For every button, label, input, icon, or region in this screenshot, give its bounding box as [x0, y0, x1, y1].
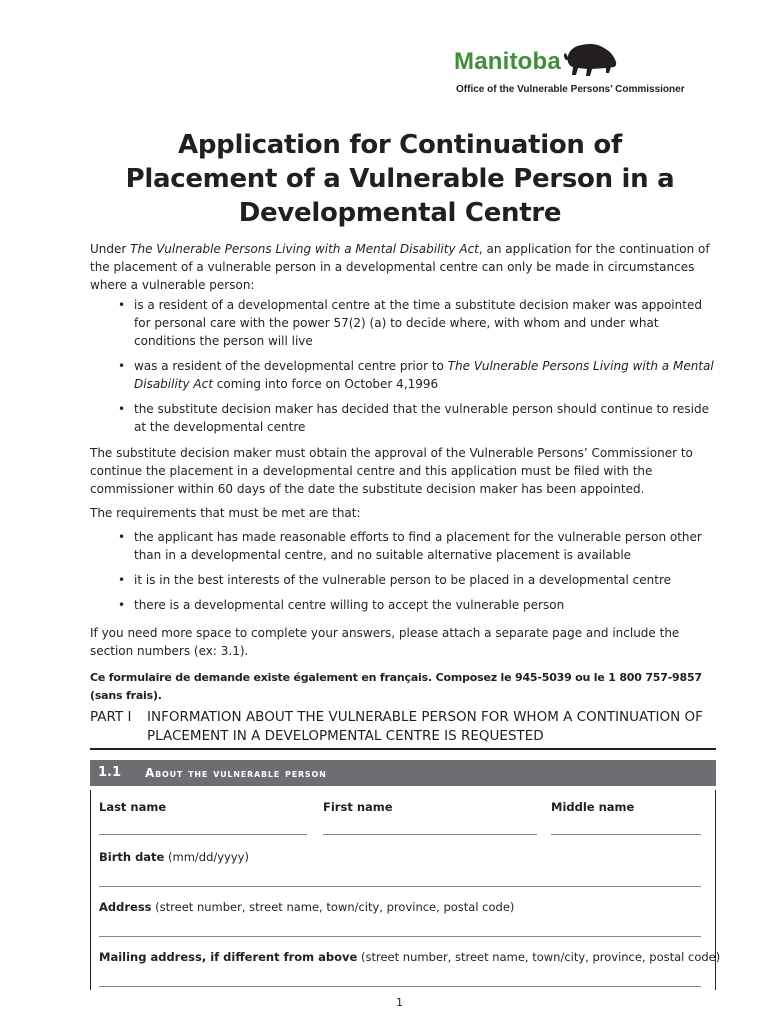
- space-note: If you need more space to complete your answers, please attach a separate page and include the section numbers (ex: 3.1).: [90, 626, 680, 658]
- birth-date-field[interactable]: [99, 886, 701, 887]
- address-label: Address (street number, street name, town/city, province, postal code): [99, 900, 515, 914]
- title-line-2: Placement of a Vulnerable Person in a: [125, 164, 675, 194]
- page-number: 1: [396, 996, 403, 1009]
- bison-icon: [562, 40, 620, 80]
- requirement-2: it is in the best interests of the vulnerable person to be placed in a developmental centre: [134, 573, 672, 587]
- middle-name-field[interactable]: [551, 834, 701, 835]
- last-name-field[interactable]: [99, 834, 307, 835]
- manitoba-logo: [452, 40, 622, 82]
- mailing-address-field[interactable]: [99, 986, 701, 987]
- logo-wordmark: Manitoba: [454, 48, 561, 75]
- first-name-field[interactable]: [323, 834, 537, 835]
- part-heading: [90, 708, 716, 746]
- circumstance-1: is a resident of a developmental centre at the time a substitute decision maker was appointed for personal care with the power 57(2) (a) to decide where, with whom and under what conditions the person will live: [134, 298, 702, 348]
- mailing-address-label: Mailing address, if different from above (street number, street name, town/city, province, postal code): [99, 950, 721, 964]
- address-field[interactable]: [99, 936, 701, 937]
- requirements-list: [90, 528, 720, 621]
- intro-act: The Vulnerable Persons Living with a Mental Disability Act: [130, 242, 479, 256]
- birth-date-label: Birth date (mm/dd/yyyy): [99, 850, 249, 864]
- intro-suffix: , an application for the continuation of the placement of a vulnerable person in a developmental centre can only be made in circumstances where a vulnerable person:: [90, 242, 710, 292]
- intro-paragraph: [90, 240, 720, 294]
- part-number: PART I: [90, 709, 132, 725]
- list-item: [90, 296, 720, 350]
- list-item: [90, 357, 720, 393]
- section-header: [90, 760, 716, 786]
- requirement-3: there is a developmental centre willing to accept the vulnerable person: [134, 598, 565, 612]
- requirements-intro: The requirements that must be met are that:: [90, 506, 361, 520]
- last-name-label: Last name: [99, 800, 167, 814]
- list-item: [90, 596, 720, 614]
- page-title: [60, 128, 740, 230]
- office-name: Office of the Vulnerable Persons’ Commissioner: [456, 84, 685, 95]
- requirement-1: the applicant has made reasonable efforts to find a placement for the vulnerable person other than in a developmental centre, and no suitable alternative placement is available: [134, 530, 702, 562]
- title-line-3: Developmental Centre: [238, 198, 562, 228]
- list-item: [90, 400, 720, 436]
- circumstance-3: the substitute decision maker has decided that the vulnerable person should continue to reside at the developmental centre: [134, 402, 710, 434]
- circumstance-2-prefix: was a resident of the developmental centre prior to: [134, 359, 448, 373]
- intro-prefix: Under: [90, 242, 131, 256]
- first-name-label: First name: [323, 800, 393, 814]
- title-line-1: Application for Continuation of: [178, 130, 622, 160]
- middle-name-label: Middle name: [551, 800, 635, 814]
- french-note: Ce formulaire de demande existe également en français. Composez le 945-5039 ou le 1 800 757-9857 (sans frais).: [90, 671, 702, 702]
- circumstance-2-suffix: coming into force on October 4,1996: [212, 377, 439, 391]
- person-form: [90, 790, 721, 990]
- circumstances-list: [90, 296, 720, 443]
- section-title: About the vulnerable person: [145, 766, 327, 780]
- circumstance-2-act: The Vulnerable Persons Living with a Mental Disability Act: [134, 359, 714, 391]
- approval-paragraph: The substitute decision maker must obtain the approval of the Vulnerable Persons’ Commissioner to continue the placement in a developmental centre and this application must be filed with the commissioner within 60 days of the date the substitute decision maker has been appointed.: [90, 446, 693, 496]
- list-item: [90, 528, 720, 564]
- part-title: INFORMATION ABOUT THE VULNERABLE PERSON FOR WHOM A CONTINUATION OF PLACEMENT IN A DEVELOPMENTAL CENTRE IS REQUESTED: [147, 709, 703, 744]
- section-number: 1.1: [98, 765, 122, 780]
- list-item: [90, 571, 720, 589]
- part-divider: [90, 748, 716, 750]
